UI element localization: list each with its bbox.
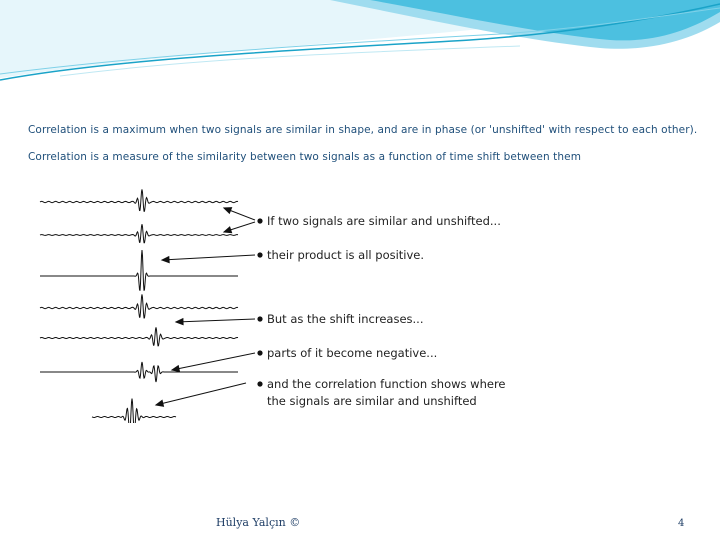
bullet-dot [257, 252, 262, 257]
correlation-diagram [26, 170, 694, 423]
bullet-dot [257, 218, 262, 223]
header-swoosh-decoration [0, 0, 720, 110]
arrowhead-icon [224, 208, 232, 214]
bullet-dot [257, 316, 262, 321]
signal-trace [40, 189, 238, 211]
annotation-arrow-line [172, 353, 255, 370]
signal-trace [40, 327, 238, 345]
arrowhead-icon [162, 257, 169, 263]
arrowhead-icon [172, 366, 180, 372]
signal-trace [40, 294, 238, 318]
caption-correlation-definition: Correlation is a measure of the similarity between two signals as a function of time shift between them [28, 151, 582, 163]
footer-author: Hülya Yalçın © [216, 516, 301, 529]
signal-trace [40, 362, 238, 382]
bullet-parts-negative: parts of it become negative... [267, 346, 438, 360]
arrowhead-icon [224, 227, 232, 233]
arrowhead-icon [156, 400, 164, 406]
bullet-similar-unshifted: If two signals are similar and unshifted... [267, 214, 501, 228]
signal-trace [40, 224, 238, 243]
bullet-list [257, 214, 505, 408]
bullet-shift-increases: But as the shift increases... [267, 312, 424, 326]
bullet-dot [257, 381, 262, 386]
bullet-correlation-function: and the correlation function shows where [267, 377, 506, 391]
bullet-product-positive: their product is all positive. [267, 248, 425, 262]
annotation-arrow-line [162, 255, 255, 260]
bullet-dot [257, 350, 262, 355]
signal-traces [40, 189, 238, 423]
annotation-arrow-line [156, 383, 246, 405]
signal-trace [40, 250, 238, 291]
arrowhead-icon [176, 319, 183, 325]
caption-correlation-maximum: Correlation is a maximum when two signals are similar in shape, and are in phase (or 'unshifted' with respect to each other). [28, 124, 698, 136]
bullet-correlation-function-cont: the signals are similar and unshifted [267, 394, 477, 408]
signal-trace [92, 399, 176, 423]
annotation-arrow-line [176, 319, 255, 322]
annotation-arrows [156, 208, 255, 407]
page-number: 4 [678, 518, 685, 529]
